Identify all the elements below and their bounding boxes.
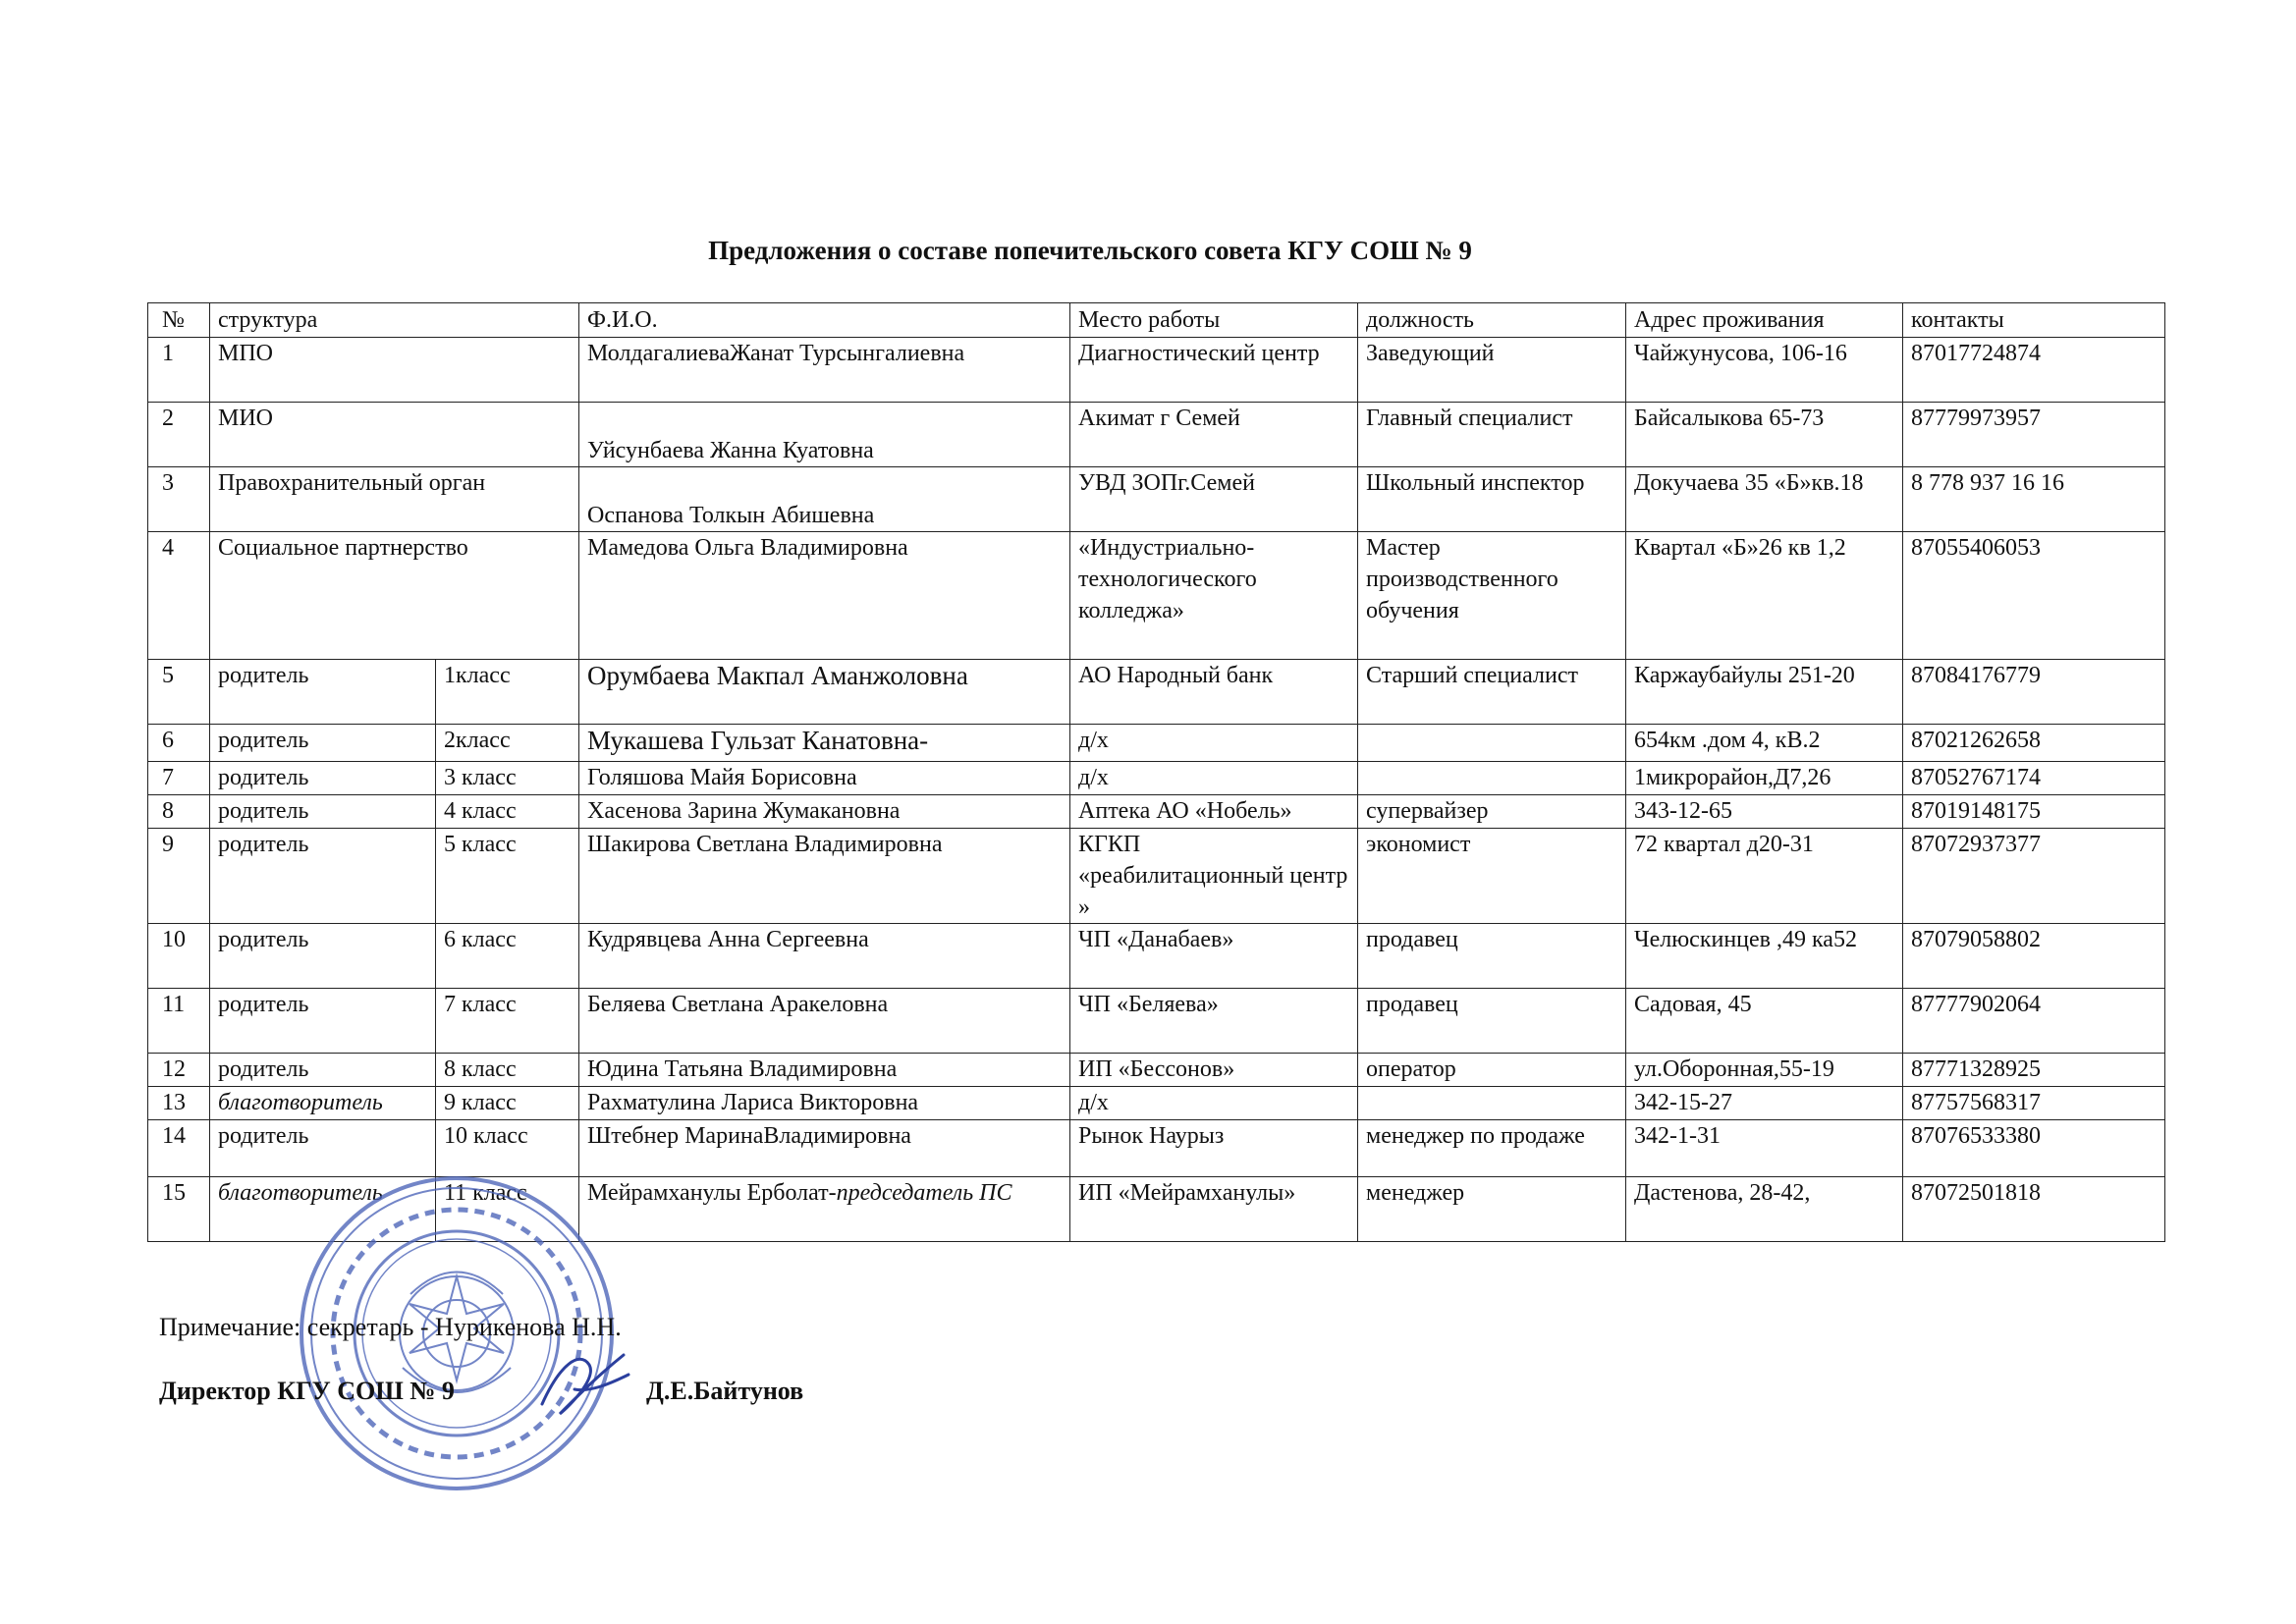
cell-position: Мастер производственного обучения [1358, 532, 1626, 660]
cell-fio: Рахматулина Лариса Викторовна [579, 1087, 1070, 1120]
table-row [148, 1087, 2165, 1120]
cell-structure: родитель [210, 725, 436, 762]
cell-workplace: д/х [1070, 1087, 1358, 1120]
cell-position: менеджер [1358, 1177, 1626, 1242]
cell-num: 11 [148, 989, 210, 1054]
cell-position: Главный специалист [1358, 403, 1626, 467]
cell-fio [579, 1177, 1070, 1242]
cell-class: 4 класс [436, 795, 579, 829]
cell-structure: родитель [210, 660, 436, 725]
cell-address: Садовая, 45 [1626, 989, 1903, 1054]
footer-note: Примечание: секретарь - Нурикенова Н.Н. [159, 1313, 622, 1341]
cell-contacts: 87076533380 [1903, 1120, 2165, 1177]
cell-num: 7 [148, 762, 210, 795]
cell-workplace: Аптека АО «Нобель» [1070, 795, 1358, 829]
cell-fio: МолдагалиеваЖанат Турсынгалиевна [579, 338, 1070, 403]
cell-workplace: Рынок Наурыз [1070, 1120, 1358, 1177]
table-row [148, 467, 2165, 532]
cell-structure: МИО [210, 403, 579, 467]
table-row [148, 989, 2165, 1054]
cell-class: 6 класс [436, 924, 579, 989]
cell-address: Дастенова, 28-42, [1626, 1177, 1903, 1242]
cell-address: Каржаубайулы 251-20 [1626, 660, 1903, 725]
cell-num: 15 [148, 1177, 210, 1242]
cell-contacts: 87052767174 [1903, 762, 2165, 795]
cell-structure: благотворитель [210, 1177, 436, 1242]
cell-position: оператор [1358, 1054, 1626, 1087]
cell-address: 72 квартал д20-31 [1626, 829, 1903, 924]
cell-fio: Шакирова Светлана Владимировна [579, 829, 1070, 924]
table-row [148, 924, 2165, 989]
cell-class: 9 класс [436, 1087, 579, 1120]
cell-workplace: АО Народный банк [1070, 660, 1358, 725]
table-header-row [148, 303, 2165, 338]
header-workplace: Место работы [1070, 303, 1358, 338]
cell-class: 11 класс [436, 1177, 579, 1242]
cell-workplace: д/х [1070, 725, 1358, 762]
cell-contacts: 87757568317 [1903, 1087, 2165, 1120]
cell-position: экономист [1358, 829, 1626, 924]
fio-text: Мейрамханулы Ерболат- [587, 1180, 837, 1206]
cell-address: Челюскинцев ,49 ка52 [1626, 924, 1903, 989]
cell-workplace: ИП «Бессонов» [1070, 1054, 1358, 1087]
cell-fio: Оспанова Толкын Абишевна [579, 467, 1070, 532]
header-address: Адрес проживания [1626, 303, 1903, 338]
cell-fio: Юдина Татьяна Владимировна [579, 1054, 1070, 1087]
cell-structure: МПО [210, 338, 579, 403]
table-row [148, 660, 2165, 725]
cell-structure: родитель [210, 1120, 436, 1177]
page-title: Предложения о составе попечительского совета КГУ СОШ № 9 [708, 236, 1472, 265]
cell-workplace: ЧП «Данабаев» [1070, 924, 1358, 989]
cell-contacts: 87055406053 [1903, 532, 2165, 660]
header-num: № [148, 303, 210, 338]
cell-workplace: Акимат г Семей [1070, 403, 1358, 467]
cell-workplace: «Индустриально-технологического колледжа» [1070, 532, 1358, 660]
cell-contacts: 87777902064 [1903, 989, 2165, 1054]
cell-address: 342-15-27 [1626, 1087, 1903, 1120]
cell-contacts: 87771328925 [1903, 1054, 2165, 1087]
cell-address: Квартал «Б»26 кв 1,2 [1626, 532, 1903, 660]
cell-class: 5 класс [436, 829, 579, 924]
cell-address: Байсалыкова 65-73 [1626, 403, 1903, 467]
cell-structure: родитель [210, 829, 436, 924]
header-contacts: контакты [1903, 303, 2165, 338]
cell-num: 12 [148, 1054, 210, 1087]
cell-contacts: 87084176779 [1903, 660, 2165, 725]
cell-workplace: д/х [1070, 762, 1358, 795]
cell-class: 10 класс [436, 1120, 579, 1177]
cell-workplace: Диагностический центр [1070, 338, 1358, 403]
cell-address: 1микрорайон,Д7,26 [1626, 762, 1903, 795]
council-table [147, 302, 2165, 1242]
cell-address: 343-12-65 [1626, 795, 1903, 829]
cell-position [1358, 762, 1626, 795]
cell-contacts: 87072501818 [1903, 1177, 2165, 1242]
cell-position: Старший специалист [1358, 660, 1626, 725]
table-row [148, 762, 2165, 795]
cell-class: 2класс [436, 725, 579, 762]
cell-workplace: КГКП «реабилитационный центр » [1070, 829, 1358, 924]
cell-position [1358, 1087, 1626, 1120]
director-label: Директор КГУ СОШ № 9 [159, 1377, 455, 1405]
cell-workplace: ИП «Мейрамханулы» [1070, 1177, 1358, 1242]
cell-fio: Хасенова Зарина Жумакановна [579, 795, 1070, 829]
cell-address: ул.Оборонная,55-19 [1626, 1054, 1903, 1087]
cell-num: 14 [148, 1120, 210, 1177]
cell-position: менеджер по продаже [1358, 1120, 1626, 1177]
table-row [148, 403, 2165, 467]
table-row [148, 795, 2165, 829]
cell-fio: Голяшова Майя Борисовна [579, 762, 1070, 795]
header-fio: Ф.И.О. [579, 303, 1070, 338]
cell-fio: Кудрявцева Анна Сергеевна [579, 924, 1070, 989]
cell-fio: Беляева Светлана Аракеловна [579, 989, 1070, 1054]
cell-num: 10 [148, 924, 210, 989]
cell-contacts: 87021262658 [1903, 725, 2165, 762]
cell-class: 7 класс [436, 989, 579, 1054]
cell-num: 1 [148, 338, 210, 403]
table-row [148, 1120, 2165, 1177]
cell-contacts: 8 778 937 16 16 [1903, 467, 2165, 532]
cell-num: 4 [148, 532, 210, 660]
cell-structure: родитель [210, 795, 436, 829]
cell-address: 654км .дом 4, кВ.2 [1626, 725, 1903, 762]
table-row [148, 338, 2165, 403]
table-row [148, 725, 2165, 762]
cell-num: 6 [148, 725, 210, 762]
cell-class: 1класс [436, 660, 579, 725]
cell-contacts: 87072937377 [1903, 829, 2165, 924]
cell-num: 5 [148, 660, 210, 725]
cell-num: 3 [148, 467, 210, 532]
cell-position: супервайзер [1358, 795, 1626, 829]
cell-contacts: 87079058802 [1903, 924, 2165, 989]
cell-position [1358, 725, 1626, 762]
table-row [148, 829, 2165, 924]
cell-structure: Правохранительный орган [210, 467, 579, 532]
cell-fio: Мамедова Ольга Владимировна [579, 532, 1070, 660]
cell-contacts: 87019148175 [1903, 795, 2165, 829]
cell-structure: благотворитель [210, 1087, 436, 1120]
cell-structure: родитель [210, 989, 436, 1054]
cell-address: Докучаева 35 «Б»кв.18 [1626, 467, 1903, 532]
cell-address: 342-1-31 [1626, 1120, 1903, 1177]
cell-num: 2 [148, 403, 210, 467]
cell-position: продавец [1358, 989, 1626, 1054]
fio-role: председатель ПС [836, 1180, 1012, 1206]
cell-position: Школьный инспектор [1358, 467, 1626, 532]
cell-num: 9 [148, 829, 210, 924]
signature-icon [530, 1345, 638, 1424]
cell-contacts: 87017724874 [1903, 338, 2165, 403]
cell-structure: Социальное партнерство [210, 532, 579, 660]
header-structure: структура [210, 303, 579, 338]
cell-address: Чайжунусова, 106-16 [1626, 338, 1903, 403]
cell-workplace: УВД ЗОПг.Семей [1070, 467, 1358, 532]
cell-structure: родитель [210, 924, 436, 989]
cell-position: Заведующий [1358, 338, 1626, 403]
header-position: должность [1358, 303, 1626, 338]
cell-fio: Мукашева Гульзат Канатовна- [579, 725, 1070, 762]
cell-class: 8 класс [436, 1054, 579, 1087]
cell-fio: Уйсунбаева Жанна Куатовна [579, 403, 1070, 467]
table-row [148, 1054, 2165, 1087]
cell-fio: Орумбаева Макпал Аманжоловна [579, 660, 1070, 725]
cell-position: продавец [1358, 924, 1626, 989]
cell-contacts: 87779973957 [1903, 403, 2165, 467]
cell-num: 8 [148, 795, 210, 829]
table-row [148, 532, 2165, 660]
cell-fio: Штебнер МаринаВладимировна [579, 1120, 1070, 1177]
cell-class: 3 класс [436, 762, 579, 795]
cell-workplace: ЧП «Беляева» [1070, 989, 1358, 1054]
cell-structure: родитель [210, 1054, 436, 1087]
cell-num: 13 [148, 1087, 210, 1120]
cell-structure: родитель [210, 762, 436, 795]
director-name: Д.Е.Байтунов [646, 1377, 804, 1405]
